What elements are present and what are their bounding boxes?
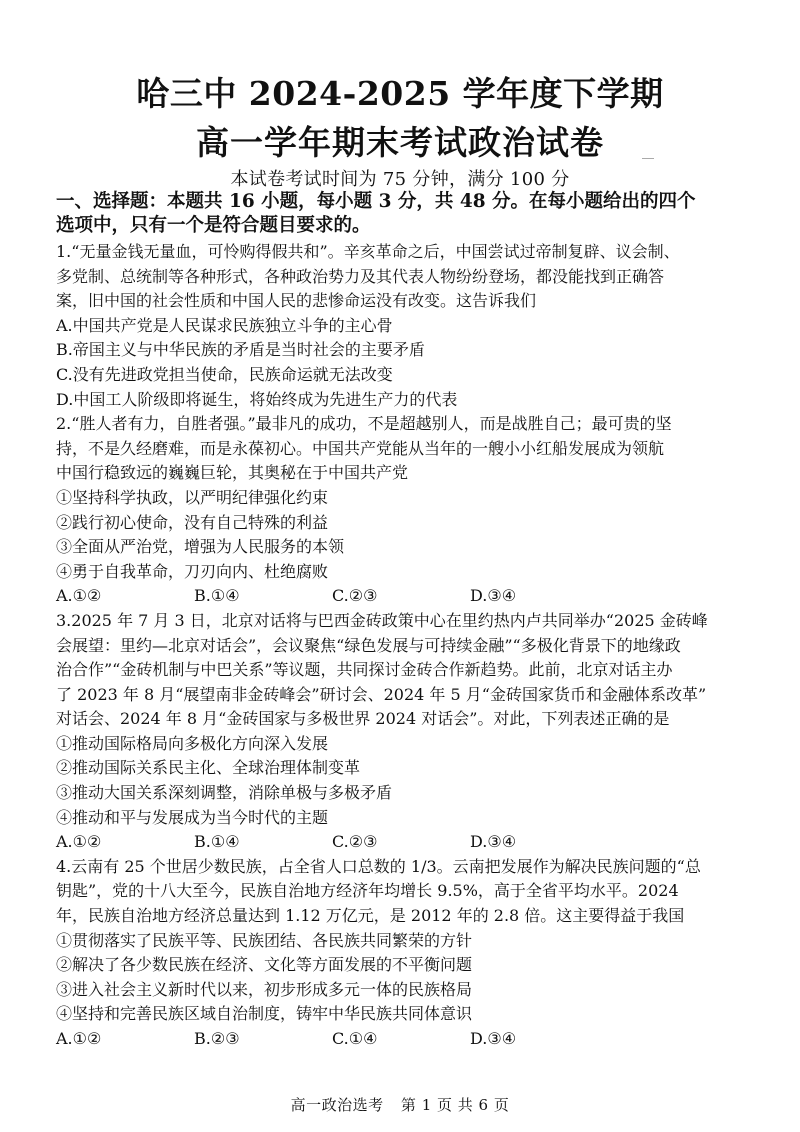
q3-stem-line: 治合作”“金砖机制与中巴关系”等议题，共同探讨金砖合作新趋势。此前，北京对话主办 — [56, 660, 673, 680]
section-heading-line2: 选项中，只有一个是符合题目要求的。 — [56, 215, 371, 236]
q2-choice-c: C.②③ — [332, 586, 378, 606]
exam-info: 本试卷考试时间为 75 分钟，满分 100 分 — [230, 169, 570, 190]
q2-item-2: ②践行初心使命，没有自己特殊的利益 — [56, 512, 329, 532]
q3-choice-c: C.②③ — [332, 832, 378, 852]
q3-choice-a: A.①② — [56, 832, 102, 852]
exam-title-line2: 高一学年期末考试政治试卷 — [196, 123, 604, 162]
q2-stem-line: 2.“胜人者有力，自胜者强。”最非凡的成功，不是超越别人，而是战胜自己；最可贵的坚 — [56, 414, 672, 434]
q4-stem-line: 钥匙”，党的十八大至今，民族自治地方经济年均增长 9.5%，高于全省平均水平。2024 — [56, 881, 679, 901]
q1-stem-line: 案，旧中国的社会性质和中国人民的悲惨命运没有改变。这告诉我们 — [56, 291, 537, 311]
section-heading-line1: 一、选择题：本题共 16 小题，每小题 3 分，共 48 分。在每小题给出的四个 — [56, 191, 696, 212]
q3-item-4: ④推动和平与发展成为当今时代的主题 — [56, 807, 329, 827]
exam-title-line1: 哈三中 2024-2025 学年度下学期 — [136, 74, 664, 113]
q3-item-3: ③推动大国关系深刻调整，消除单极与多极矛盾 — [56, 783, 393, 803]
q2-stem-line: 持，不是久经磨难，而是永葆初心。中国共产党能从当年的一艘小小红船发展成为领航 — [56, 438, 665, 458]
q4-stem-line: 年，民族自治地方经济总量达到 1.12 万亿元，是 2012 年的 2.8 倍。这主要得益于我国 — [56, 906, 685, 926]
q4-choice-c: C.①④ — [332, 1029, 378, 1048]
q4-choice-d: D.③④ — [470, 1029, 517, 1048]
q1-option-c: C.没有先进政党担当使命，民族命运就无法改变 — [56, 364, 393, 384]
q3-stem-line: 3.2025 年 7 月 3 日，北京对话将与巴西金砖政策中心在里约热内卢共同举办“2025 金砖峰 — [56, 610, 708, 630]
q1-option-d: D.中国工人阶级即将诞生，将始终成为先进生产力的代表 — [56, 389, 458, 409]
section-heading — [56, 190, 746, 238]
q3-item-2: ②推动国际关系民主化、全球治理体制变革 — [56, 758, 361, 778]
q4-choice-a: A.①② — [56, 1029, 102, 1048]
q3-item-1: ①推动国际格局向多极化方向深入发展 — [56, 733, 329, 753]
question-3 — [56, 609, 746, 855]
q3-stem-line: 会展望：里约—北京对话会”，会议聚焦“绿色发展与可持续金融”“多极化背景下的地缘政 — [56, 635, 681, 655]
scan-mark — [642, 158, 654, 159]
page-footer — [0, 1094, 800, 1115]
q2-item-4: ④勇于自我革命，刀刃向内、杜绝腐败 — [56, 561, 329, 581]
footer-page-number: 第 1 页 共 6 页 — [400, 1096, 510, 1114]
q1-option-b: B.帝国主义与中华民族的矛盾是当时社会的主要矛盾 — [56, 340, 425, 360]
q4-item-1: ①贯彻落实了民族平等、民族团结、各民族共同繁荣的方针 — [56, 930, 473, 950]
q1-stem-line: 1.“无量金钱无量血，可怜购得假共和”。辛亥革命之后，中国尝试过帝制复辟、议会制、 — [56, 242, 680, 261]
q2-stem-line: 中国行稳致远的巍巍巨轮，其奥秘在于中国共产党 — [56, 463, 409, 483]
q2-choice-d: D.③④ — [470, 586, 517, 606]
q4-item-2: ②解决了各少数民族在经济、文化等方面发展的不平衡问题 — [56, 955, 473, 975]
q3-choice-b: B.①④ — [194, 832, 240, 852]
q1-stem-line: 多党制、总统制等各种形式，各种政治势力及其代表人物纷纷登场，都没能找到正确答 — [56, 266, 665, 286]
q4-stem-line: 4.云南有 25 个世居少数民族，占全省人口总数的 1/3。云南把发展作为解决民族问题的“总 — [56, 856, 701, 876]
q1-option-a: A.中国共产党是人民谋求民族独立斗争的主心骨 — [56, 315, 393, 335]
question-4 — [56, 855, 746, 1052]
q3-stem-line: 了 2023 年 8 月“展望南非金砖峰会”研讨会、2024 年 5 月“金砖国家货币和金融体系改革” — [56, 684, 707, 704]
q2-item-1: ①坚持科学执政，以严明纪律强化约束 — [56, 487, 329, 507]
question-1 — [56, 240, 746, 412]
q2-choice-b: B.①④ — [194, 586, 240, 606]
q2-choice-a: A.①② — [56, 586, 102, 606]
question-2 — [56, 412, 746, 609]
questions-body — [56, 240, 746, 1052]
q2-item-3: ③全面从严治党，增强为人民服务的本领 — [56, 537, 345, 557]
q4-item-4: ④坚持和完善民族区域自治制度，铸牢中华民族共同体意识 — [56, 1004, 473, 1024]
q4-choices — [56, 1027, 746, 1052]
q4-item-3: ③进入社会主义新时代以来，初步形成多元一体的民族格局 — [56, 979, 473, 999]
q3-choice-d: D.③④ — [470, 832, 517, 852]
q3-choices — [56, 830, 746, 855]
footer-subject: 高一政治选考 — [290, 1096, 384, 1114]
q3-stem-line: 对话会、2024 年 8 月“金砖国家与多极世界 2024 对话会”。对此，下列表述正确的是 — [56, 709, 670, 729]
q2-choices — [56, 584, 746, 609]
q4-choice-b: B.②③ — [194, 1029, 240, 1048]
